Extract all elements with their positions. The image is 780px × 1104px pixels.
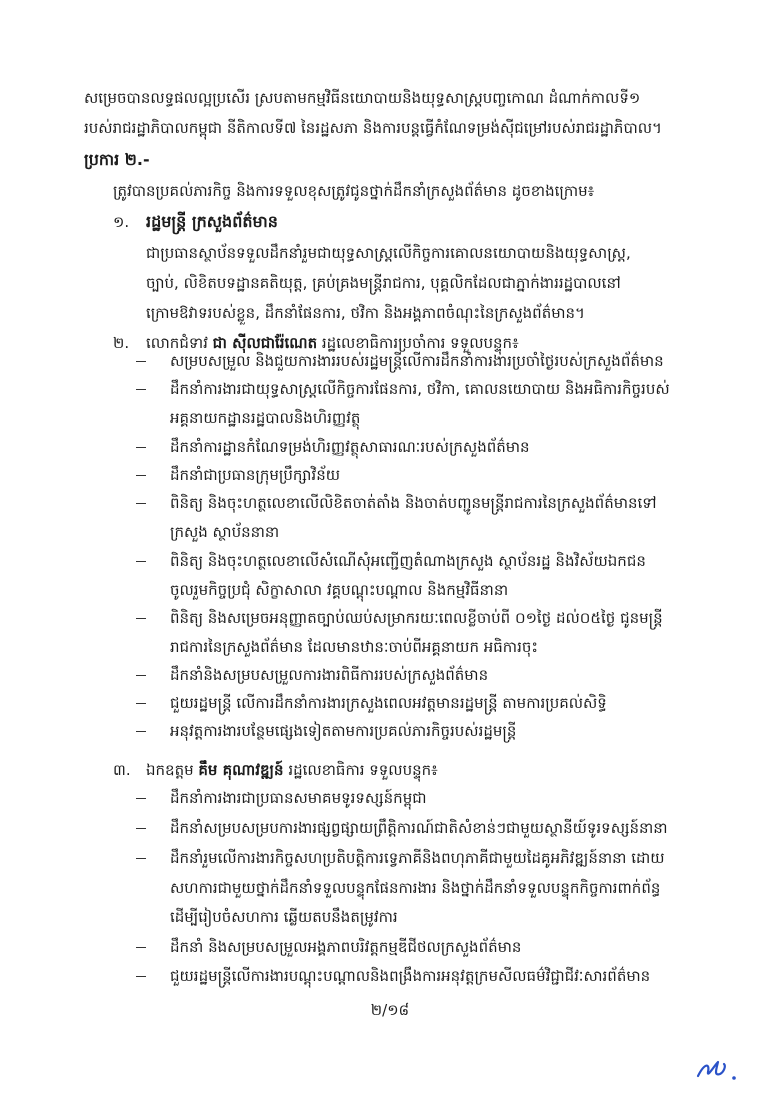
- list-item: ដឹកនាំរួមលើការងារកិច្ចសហប្រតិបត្តិការទ្វេភាគីនិងពហុភាគីជាមួយដៃគូអភិវឌ្ឍន៍នានា ដោយ: [170, 849, 665, 867]
- list-dash: [136, 389, 146, 390]
- list-dash: [136, 447, 146, 448]
- list-dash: [136, 976, 146, 977]
- section-1-line-1: ជាប្រធានស្ថាប័នទទួលដឹកនាំរួមជាយុទ្ធសាស្ត្រលើកិច្ចការគោលនយោបាយនិងយុទ្ធសាស្ត្រ,: [146, 244, 631, 262]
- list-dash: [136, 561, 146, 562]
- intro-line-2: របស់រាជរដ្ឋាភិបាលកម្ពុជា នីតិកាលទី៧ នៃរដ្ឋសភា និងការបន្តធ្វើកំណែទម្រង់ស៊ីជម្រៅរបស់រាជរដ្ឋាភិបាល។: [84, 119, 662, 137]
- list-item-continuation: ក្រសួង ស្ថាប័ននានា: [170, 523, 280, 541]
- section-3-heading: [146, 760, 438, 780]
- article-lead: ត្រូវបានប្រគល់ភារកិច្ច និងការទទួលខុសត្រូវជូនថ្នាក់ដឹកនាំក្រសួងព័ត៌មាន ដូចខាងក្រោម៖: [113, 182, 595, 200]
- section-2-suffix: រដ្ឋលេខាធិការប្រចាំការ ទទួលបន្ទុក៖: [321, 334, 519, 352]
- section-3-number: ៣.: [113, 761, 131, 779]
- list-dash: [136, 858, 146, 859]
- list-item-continuation: ដើម្បីរៀបចំសហការ ឆ្លើយតបនឹងតម្រូវការ: [170, 908, 398, 926]
- list-dash: [136, 828, 146, 829]
- list-item: ដឹកនាំការដ្ឋានកំណែទម្រង់ហិរញ្ញវត្ថុសាធារណៈរបស់ក្រសួងព័ត៌មាន: [170, 438, 530, 456]
- handwritten-initial-icon: [694, 1058, 740, 1084]
- list-dash: [136, 503, 146, 504]
- list-item: ពិនិត្យ និងចុះហត្ថលេខាលើសំណើសុំអញ្ជើញតំណាងក្រសួង ស្ថាប័នរដ្ឋ និងវិស័យឯកជន: [170, 552, 646, 570]
- list-item-continuation: អគ្គនាយកដ្ឋានរដ្ឋបាលនិងហិរញ្ញវត្ថុ: [170, 409, 361, 427]
- list-dash: [136, 798, 146, 799]
- section-1-line-3: ក្រោមឱវាទរបស់ខ្លួន, ដឹកនាំផែនការ, ថវិកា និងអង្គភាពចំណុះនៃក្រសួងព័ត៌មាន។: [146, 304, 585, 322]
- article-heading: ប្រការ ២.-: [84, 150, 150, 169]
- section-3-suffix: រដ្ឋលេខាធិការ ទទួលបន្ទុក៖: [288, 761, 438, 779]
- list-item-continuation: ចូលរួមកិច្ចប្រជុំ សិក្ខាសាលា វគ្គបណ្តុះបណ្តាល និងកម្មវិធីនានា: [170, 581, 509, 599]
- section-3-prefix: ឯកឧត្តម: [146, 761, 194, 779]
- list-item: ជួយរដ្ឋមន្ត្រី លើការដឹកនាំការងារក្រសួងពេលអវត្តមានរដ្ឋមន្ត្រី តាមការប្រគល់សិទ្ធិ: [170, 694, 607, 712]
- list-item: ជួយរដ្ឋមន្ត្រីលើការងារបណ្តុះបណ្តាលនិងពង្រឹងការអនុវត្តក្រមសីលធម៌វិជ្ជាជីវៈសារព័ត៌មាន: [170, 967, 651, 985]
- list-item: ពិនិត្យ និងចុះហត្ថលេខាលើលិខិតចាត់តាំង និងចាត់បញ្ជូនមន្ត្រីរាជការនៃក្រសួងព័ត៌មានទៅ: [170, 494, 657, 512]
- list-item-continuation: រាជការនៃក្រសួងព័ត៌មាន ដែលមានឋានៈចាប់ពីអគ្គនាយក អធិការចុះ: [170, 638, 538, 656]
- list-item: ដឹកនាំការងារជាយុទ្ធសាស្ត្រលើកិច្ចការផែនការ, ថវិកា, គោលនយោបាយ និងអធិការកិច្ចរបស់: [170, 380, 670, 398]
- section-2-heading: [146, 333, 519, 353]
- section-1-number: ១.: [113, 213, 130, 231]
- section-2-prefix: លោកជំទាវ: [146, 334, 208, 352]
- list-dash: [136, 361, 146, 362]
- list-item: អនុវត្តការងារបន្ថែមផ្សេងទៀតតាមការប្រគល់ភារកិច្ចរបស់រដ្ឋមន្ត្រី: [170, 722, 517, 740]
- intro-line-1: សម្រេចបានលទ្ធផលល្អប្រសើរ ស្របតាមកម្មវិធីនយោបាយនិងយុទ្ធសាស្រ្តបញ្ចកោណ ដំណាក់កាលទី១: [84, 89, 641, 107]
- section-2-number: ២.: [113, 334, 130, 352]
- list-dash: [136, 947, 146, 948]
- list-item: សម្របសម្រួល និងជួយការងាររបស់រដ្ឋមន្ត្រីលើការដឹកនាំការងារប្រចាំថ្ងៃរបស់ក្រសួងព័ត៌មាន: [170, 352, 664, 370]
- section-2-name: ជា ស៊ីលជារ៉ែណេត: [212, 334, 318, 352]
- list-item: ដឹកនាំជាប្រធានក្រុមប្រឹក្សាវិន័យ: [170, 466, 340, 484]
- list-dash: [136, 675, 146, 676]
- list-item: ដឹកនាំការងារជាប្រធានសមាគមទូរទស្សន៍កម្ពុជា: [170, 789, 427, 807]
- list-dash: [136, 703, 146, 704]
- page-number: ២/១៨: [370, 1001, 410, 1019]
- list-item: ដឹកនាំនិងសម្របសម្រួលការងារពិធីការរបស់ក្រសួងព័ត៌មាន: [170, 666, 489, 684]
- list-dash: [136, 475, 146, 476]
- section-1-line-2: ច្បាប់, លិខិតបទដ្ឋានគតិយុត្ត, គ្រប់គ្រងមន្ត្រីរាជការ, បុគ្គលិកដែលជាភ្នាក់ងាររដ្ឋបាលនៅ: [146, 274, 621, 292]
- list-item: ដឹកនាំ និងសម្របសម្រួលអង្គភាពបរិវត្តកម្មឌីជីថលក្រសួងព័ត៌មាន: [170, 938, 522, 956]
- list-item: ដឹកនាំសម្របសម្របការងារផ្សព្វផ្សាយព្រឹត្តិការណ៍ជាតិសំខាន់ៗជាមួយស្ថានីយ៍ទូរទស្សន៍នានា: [170, 819, 668, 837]
- list-item: ពិនិត្យ និងសម្រេចអនុញ្ញាតច្បាប់ឈប់សម្រាករយៈពេលខ្លីចាប់ពី ០១ថ្ងៃ ដល់០៥ថ្ងៃ ជូនមន្ត្រី: [170, 609, 663, 627]
- list-dash: [136, 618, 146, 619]
- section-1-title: រដ្ឋមន្ត្រី ក្រសួងព័ត៌មាន: [146, 212, 278, 231]
- section-3-name: គឹម គុណាវឌ្ឍន៍: [198, 761, 284, 779]
- list-dash: [136, 731, 146, 732]
- list-item-continuation: សហការជាមួយថ្នាក់ដឹកនាំទទួលបន្ទុកផែនការងារ និងថ្នាក់ដឹកនាំទទួលបន្ទុកកិច្ចការពាក់ព័ន្ធ: [170, 879, 661, 897]
